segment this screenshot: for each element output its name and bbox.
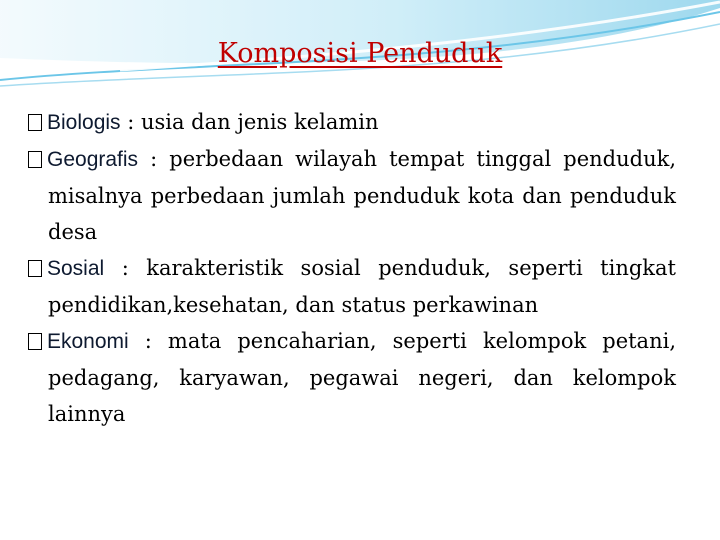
term-label: Sosial: [47, 257, 105, 280]
term-description: : usia dan jenis kelamin: [120, 110, 379, 134]
term-description: : perbedaan wilayah tempat tinggal penduduk, misalnya perbedaan jumlah penduduk kota dan penduduk desa: [48, 147, 676, 244]
slide-title: Komposisi Penduduk: [217, 38, 503, 69]
term-description: : mata pencaharian, seperti kelompok petani, pedagang, karyawan, pegawai negeri, dan kelompok lainnya: [48, 329, 676, 426]
term-description: : karakteristik sosial penduduk, seperti tingkat pendidikan,kesehatan, dan status perkawinan: [48, 256, 676, 317]
bullet-box-icon: [28, 151, 42, 168]
list-item-ekonomi: [28, 323, 676, 432]
term-label: Ekonomi: [47, 330, 129, 353]
term-label: Biologis: [47, 111, 121, 134]
bullet-box-icon: [28, 333, 42, 350]
bullet-box-icon: [28, 114, 42, 131]
list-item-geografis: [28, 141, 676, 250]
content-list: [28, 104, 676, 432]
list-item-sosial: [28, 250, 676, 323]
term-label: Geografis: [47, 148, 139, 171]
bullet-box-icon: [28, 260, 42, 277]
list-item-biologis: [28, 104, 676, 141]
